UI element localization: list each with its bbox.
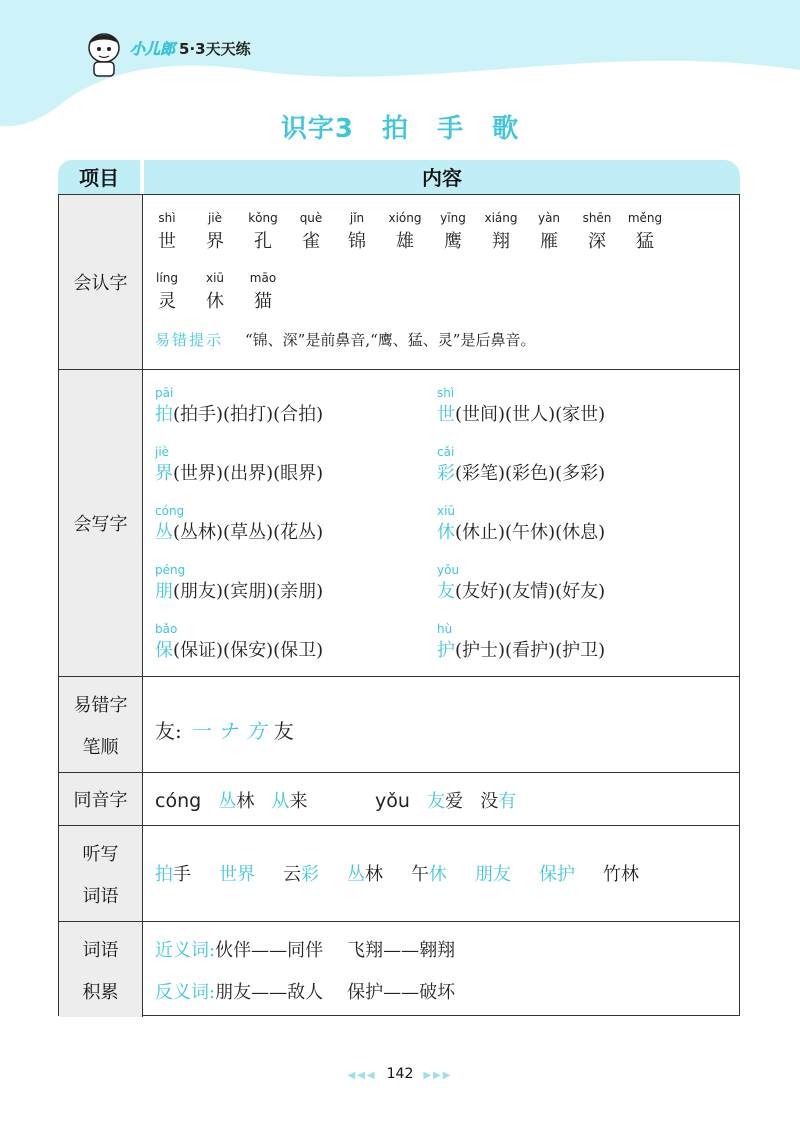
write-words: (彩笔)(彩色)(多彩) — [455, 463, 606, 484]
pinyin: cóng — [155, 504, 185, 518]
recognize-content — [143, 195, 739, 369]
write-char: 护 — [437, 640, 455, 661]
stroke-final: 友 — [273, 719, 294, 743]
pinyin: shì — [437, 386, 455, 400]
hanzi: 世 — [158, 231, 176, 252]
left-arrows-icon: ◀◀◀ — [347, 1070, 377, 1081]
write-content — [143, 370, 739, 676]
write-item — [437, 504, 606, 544]
stroke-step: ナ — [217, 719, 238, 743]
write-item — [437, 386, 606, 426]
content-table — [58, 194, 740, 1016]
title-char: 手 — [437, 114, 465, 144]
hanzi: 猛 — [636, 231, 654, 252]
stroke-order — [155, 715, 294, 744]
write-char: 休 — [437, 522, 455, 543]
row-recognize — [59, 195, 739, 370]
hanzi: 休 — [206, 291, 224, 312]
pinyin: xióng — [388, 211, 422, 225]
write-item — [155, 386, 324, 426]
right-arrows-icon: ▶▶▶ — [423, 1070, 453, 1081]
write-words: (丛林)(草丛)(花丛) — [173, 522, 324, 543]
pinyin: shēn — [582, 211, 612, 225]
write-words: (休止)(午休)(休息) — [455, 522, 606, 543]
write-words: (朋友)(宾朋)(亲朋) — [173, 581, 324, 602]
write-char: 友 — [437, 581, 455, 602]
write-char: 界 — [155, 463, 173, 484]
pinyin: yàn — [537, 211, 561, 225]
synonyms: 近义词:伙伴——同伴 飞翔——翱翔 — [155, 940, 456, 961]
hanzi: 猫 — [254, 291, 272, 312]
tip-label: 易错提示 — [155, 331, 224, 349]
row-label: 会写字 — [59, 370, 143, 676]
pinyin: yīng — [440, 211, 466, 225]
hanzi: 翔 — [492, 231, 510, 252]
pinyin: líng — [156, 271, 178, 285]
pinyin: yǒu — [437, 563, 460, 577]
tip — [155, 329, 535, 350]
page-number: ◀◀◀ 142 ▶▶▶ — [347, 1066, 453, 1082]
row-label: 会认字 — [59, 195, 143, 369]
write-words: (世界)(出界)(眼界) — [173, 463, 324, 484]
pinyin: cǎi — [437, 445, 455, 459]
write-words: (友好)(友情)(好友) — [455, 581, 606, 602]
write-item — [155, 622, 324, 662]
row-label: 易错字 笔顺 — [59, 677, 143, 772]
pinyin: xiū — [205, 271, 225, 285]
hanzi: 界 — [206, 231, 224, 252]
pinyin: shì — [158, 211, 176, 225]
pinyin: xiáng — [484, 211, 518, 225]
mascot-logo — [82, 30, 126, 78]
lesson-label: 识字3 — [280, 114, 354, 144]
hanzi: 锦 — [348, 231, 366, 252]
write-item — [437, 445, 606, 485]
page-title — [0, 108, 800, 145]
write-item — [437, 563, 606, 603]
hanzi: 孔 — [254, 231, 272, 252]
write-item — [155, 563, 324, 603]
pinyin: jǐn — [349, 211, 365, 225]
antonyms: 反义词:朋友——敌人 保护——破坏 — [155, 982, 456, 1003]
pinyin: què — [299, 211, 323, 225]
column-header-item: 项目 — [58, 160, 140, 194]
dictation-words: 拍手 世界 云彩 丛林 午休 朋友 保护 竹林 — [155, 864, 639, 885]
row-write — [59, 370, 739, 677]
hanzi: 鹰 — [444, 231, 462, 252]
pinyin: bǎo — [155, 622, 178, 636]
pinyin: hù — [437, 622, 453, 636]
pinyin: jiè — [207, 211, 223, 225]
tip-text: “锦、深”是前鼻音,“鹰、猛、灵”是后鼻音。 — [245, 331, 536, 349]
write-words: (拍手)(拍打)(合拍) — [173, 404, 324, 425]
write-char: 拍 — [155, 404, 173, 425]
brand-series: 5·3天天练 — [179, 40, 251, 58]
write-char: 丛 — [155, 522, 173, 543]
homophone-line: cóng 丛林 从来 yǒu 友爱 没有 — [155, 790, 517, 812]
write-words: (护士)(看护)(护卫) — [455, 640, 606, 661]
hanzi: 雁 — [540, 231, 558, 252]
write-char: 彩 — [437, 463, 455, 484]
pinyin: xiū — [437, 504, 456, 518]
row-label: 听写 词语 — [59, 826, 143, 921]
title-char: 歌 — [492, 114, 520, 144]
hanzi: 雄 — [396, 231, 414, 252]
row-accumulate — [59, 922, 739, 1017]
brand — [130, 38, 251, 59]
stroke-step: 一 — [189, 719, 210, 743]
row-dictation — [59, 826, 739, 922]
write-item — [155, 445, 324, 485]
stroke-char: 友: — [155, 719, 182, 743]
title-char: 拍 — [381, 114, 409, 144]
pinyin: péng — [155, 563, 186, 577]
write-char: 朋 — [155, 581, 173, 602]
write-char: 保 — [155, 640, 173, 661]
hanzi: 雀 — [302, 231, 320, 252]
write-item — [155, 504, 324, 544]
stroke-step: 方 — [245, 719, 266, 743]
row-label: 同音字 — [59, 773, 143, 825]
pinyin: pāi — [155, 386, 174, 400]
row-stroke-order — [59, 677, 739, 773]
hanzi: 灵 — [158, 291, 176, 312]
column-header-content: 内容 — [144, 160, 740, 194]
write-char: 世 — [437, 404, 455, 425]
write-words: (世间)(世人)(家世) — [455, 404, 606, 425]
brand-logo: 小儿郎 — [130, 40, 176, 58]
row-label: 词语 积累 — [59, 922, 143, 1017]
pinyin: kǒng — [248, 211, 278, 225]
pinyin: měng — [627, 211, 663, 225]
row-homophone — [59, 773, 739, 826]
write-words: (保证)(保安)(保卫) — [173, 640, 324, 661]
pinyin: māo — [249, 271, 277, 285]
write-item — [437, 622, 606, 662]
hanzi: 深 — [588, 231, 606, 252]
pinyin: jiè — [155, 445, 170, 459]
